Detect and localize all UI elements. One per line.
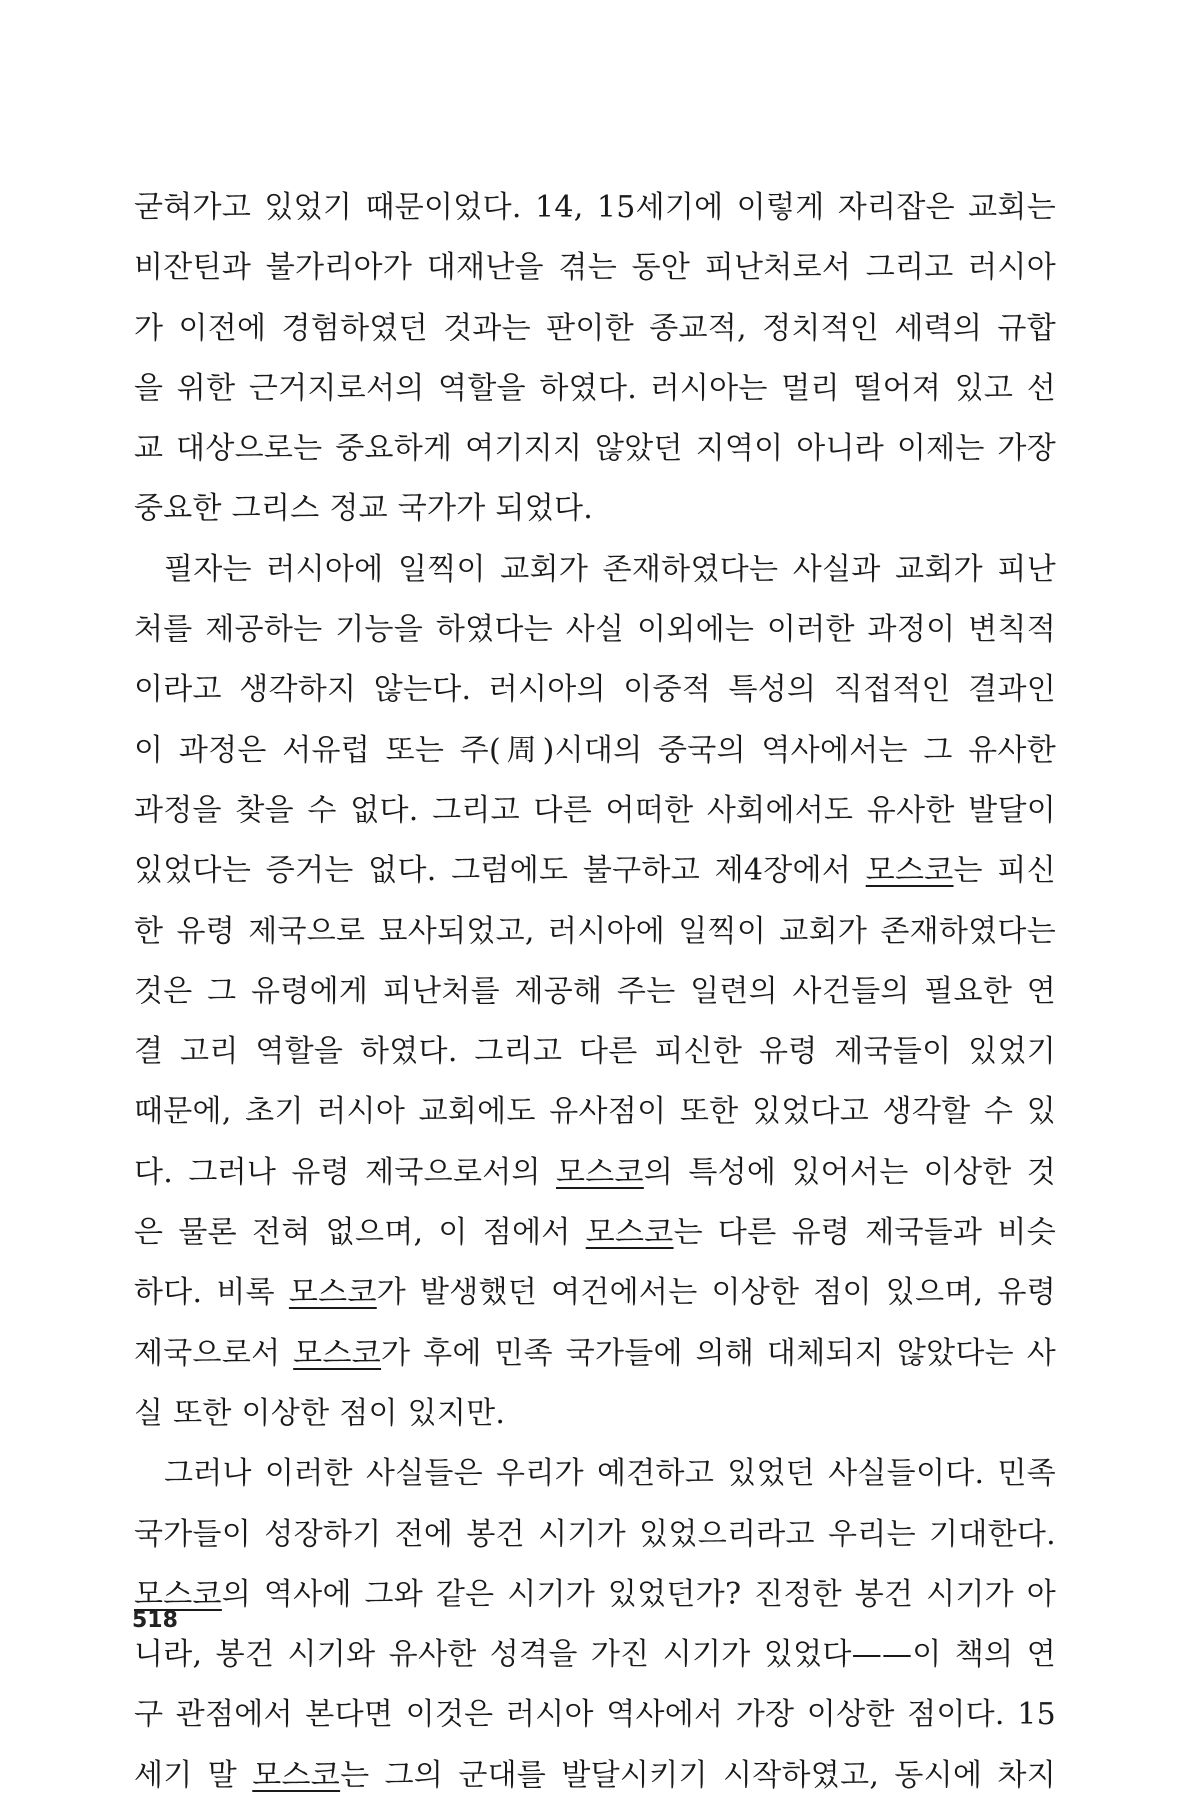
text-segment: 가 후에 민족 국가들에 의해 대체되지 않았다는 사 xyxy=(381,1335,1056,1371)
text-segment: 의 역사에 그와 같은 시기가 있었던가? 진정한 봉건 시기가 아 xyxy=(221,1576,1056,1612)
text-line xyxy=(134,238,1056,298)
text-segment: 것은 그 유령에게 피난처를 제공해 주는 일련의 사건들의 필요한 연 xyxy=(134,973,1056,1009)
text-line xyxy=(134,1384,1056,1444)
text-segment: 다. 그러나 유령 제국으로서의 xyxy=(134,1154,556,1190)
text-segment: 한 유령 제국으로 묘사되었고, 러시아에 일찍이 교회가 존재하였다는 xyxy=(134,913,1056,949)
text-segment: 세기 말 xyxy=(134,1757,253,1793)
underlined-name: 모스코 xyxy=(865,853,954,889)
text-line xyxy=(134,1444,1056,1504)
text-segment: 구 관점에서 본다면 이것은 러시아 역사에서 가장 이상한 점이다. 15 xyxy=(134,1697,1056,1733)
underlined-name: 모스코 xyxy=(134,1576,222,1612)
text-segment: 그러나 이러한 사실들은 우리가 예견하고 있었던 사실들이다. 민족 xyxy=(164,1456,1056,1492)
text-line xyxy=(134,1324,1056,1384)
text-segment: 실 또한 이상한 점이 있지만. xyxy=(134,1395,506,1431)
text-segment: 비잔틴과 불가리아가 대재난을 겪는 동안 피난처로서 그리고 러시아 xyxy=(134,250,1056,286)
text-segment: 하다. 비록 xyxy=(134,1275,289,1311)
text-line xyxy=(134,540,1056,600)
text-line xyxy=(134,600,1056,660)
text-line xyxy=(134,660,1056,720)
text-segment: 을 위한 근거지로서의 역할을 하였다. 러시아는 멀리 떨어져 있고 선 xyxy=(134,370,1056,406)
text-segment: 니라, 봉건 시기와 유사한 성격을 가진 시기가 있었다——이 책의 연 xyxy=(134,1637,1056,1673)
text-line xyxy=(134,1022,1056,1082)
text-line xyxy=(134,1082,1056,1142)
text-segment: 굳혀가고 있었기 때문이었다. 14, 15세기에 이렇게 자리잡은 교회는 xyxy=(134,190,1056,225)
text-segment: 필자는 러시아에 일찍이 교회가 존재하였다는 사실과 교회가 피난 xyxy=(164,551,1056,587)
text-segment: 는 피신 xyxy=(953,853,1056,889)
text-segment: 처를 제공하는 기능을 하였다는 사실 이외에는 이러한 과정이 변칙적 xyxy=(134,612,1056,648)
text-segment: 의 특성에 있어서는 이상한 것 xyxy=(643,1154,1056,1190)
underlined-name: 모스코 xyxy=(293,1335,382,1371)
text-segment: 교 대상으로는 중요하게 여기지지 않았던 지역이 아니라 이제는 가장 xyxy=(134,431,1056,467)
text-line xyxy=(134,721,1056,781)
underlined-name: 모스코 xyxy=(288,1275,377,1311)
text-segment: 과정을 찾을 수 없다. 그리고 다른 어떠한 사회에서도 유사한 발달이 xyxy=(134,792,1056,828)
text-line xyxy=(134,419,1056,479)
body-text xyxy=(134,178,1056,1806)
underlined-name: 모스코 xyxy=(556,1154,644,1190)
text-segment: 국가들이 성장하기 전에 봉건 시기가 있었으리라고 우리는 기대한다. xyxy=(134,1516,1056,1552)
text-line xyxy=(134,1565,1056,1625)
underlined-name: 모스코 xyxy=(585,1215,674,1251)
text-segment: 가 이전에 경험하였던 것과는 판이한 종교적, 정치적인 세력의 규합 xyxy=(134,310,1056,346)
text-line xyxy=(134,1746,1056,1806)
text-line xyxy=(134,841,1056,901)
text-line xyxy=(134,178,1056,238)
text-line xyxy=(134,1143,1056,1203)
text-line xyxy=(134,1685,1056,1745)
text-line xyxy=(134,1505,1056,1565)
text-segment: 는 다른 유령 제국들과 비슷 xyxy=(673,1215,1056,1251)
text-line xyxy=(134,902,1056,962)
text-segment: 는 그의 군대를 발달시키기 시작하였고, 동시에 차지 xyxy=(340,1757,1057,1793)
text-line xyxy=(134,299,1056,359)
page-number: 518 xyxy=(132,1608,178,1633)
text-segment: 이라고 생각하지 않는다. 러시아의 이중적 특성의 직접적인 결과인 xyxy=(134,672,1056,708)
text-segment: 제국으로서 xyxy=(134,1335,294,1371)
text-segment: 때문에, 초기 러시아 교회에도 유사점이 또한 있었다고 생각할 수 있 xyxy=(134,1094,1056,1130)
text-segment: 이 과정은 서유럽 또는 주(周)시대의 중국의 역사에서는 그 유사한 xyxy=(134,732,1056,768)
text-line xyxy=(134,359,1056,419)
text-segment: 결 고리 역할을 하였다. 그리고 다른 피신한 유령 제국들이 있었기 xyxy=(134,1034,1056,1070)
text-segment: 가 발생했던 여건에서는 이상한 점이 있으며, 유령 xyxy=(376,1275,1056,1311)
text-line xyxy=(134,1203,1056,1263)
text-line xyxy=(134,1263,1056,1323)
text-line xyxy=(134,1625,1056,1685)
text-segment: 있었다는 증거는 없다. 그럼에도 불구하고 제4장에서 xyxy=(134,853,866,889)
text-segment: 은 물론 전혀 없으며, 이 점에서 xyxy=(134,1215,586,1251)
text-line xyxy=(134,781,1056,841)
underlined-name: 모스코 xyxy=(252,1757,341,1793)
text-segment: 중요한 그리스 정교 국가가 되었다. xyxy=(134,491,594,527)
text-line xyxy=(134,479,1056,539)
text-line xyxy=(134,962,1056,1022)
